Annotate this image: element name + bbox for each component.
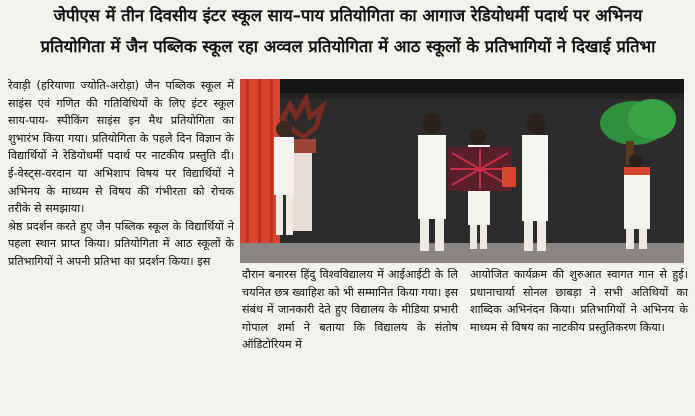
article-paragraph: रेवाड़ी (हरियाणा ज्योति-अरोड़ा) जैन पब्लिक स्कूल में साइंस एवं गणित की गतिविधियों के लिए इंटर स्कूल साय-पाय- स्पीकिंग साइंस इन मैथ प्रतियोगिता का शुभारंभ किया गया। प्रतियोगिता के पहले दिन विज्ञान के विद्यार्थियों ने रेडियोधर्मी पदार्थ पर नाटकीय प्रस्तुति दी। ई-वेस्ट्स-वरदान या अभिशाप विषय पर विद्यार्थियों ने अभिनय के माध्यम से विषय की गंभीरता को रोचक तरीके से समझाया। [8, 79, 234, 216]
article-paragraph: आयोजित कार्यक्रम की शुरुआत स्वागत गान से हुई। प्रधानाचार्या सोनल छाबड़ा ने सभी अतिथियों का शाब्दिक अभिनंदन किया। प्रतिभागियों ने अभिनय के माध्यम से विषय का नाटकीय प्रस्तुतिकरण किया। [470, 268, 688, 334]
headline-line-2: प्रतियोगिता में जैन पब्लिक स्कूल रहा अव्वल प्रतियोगिता में आठ स्कूलों के प्रतिभागियों ने दिखाई प्रतिभा [40, 37, 656, 56]
headline-line-1: जेपीएस में तीन दिवसीय इंटर स्कूल साय–पाय प्रतियोगिता का आगाज रेडियोधर्मी पदार्थ पर अभिनय [53, 6, 643, 25]
news-photo [240, 79, 684, 263]
headline [6, 0, 690, 62]
article-column-right [470, 266, 688, 336]
article-column-middle [242, 266, 458, 354]
article-paragraph: श्रेष्ठ प्रदर्शन करते हुए जैन पब्लिक स्कूल के विद्यार्थियों ने पहला स्थान प्राप्त किया। प्रतियोगिता में आठ स्कूलों के प्रतिभागियों ने अपनी प्रतिभा का प्रदर्शन किया। इस [8, 219, 234, 268]
article-column-left [8, 77, 234, 271]
article-paragraph: दौरान बनारस हिंदु विश्वविद्यालय में आईआईटी के लि चयनित छत्र ख्वाहिश को भी सम्मानित किया गया। इस संबंध में जानकारी देते हुए विद्यालय के मीडिया प्रभारी गोपाल शर्मा ने बताया कि विद्यालय के संतोष ऑडिटोरियम में [242, 268, 458, 352]
